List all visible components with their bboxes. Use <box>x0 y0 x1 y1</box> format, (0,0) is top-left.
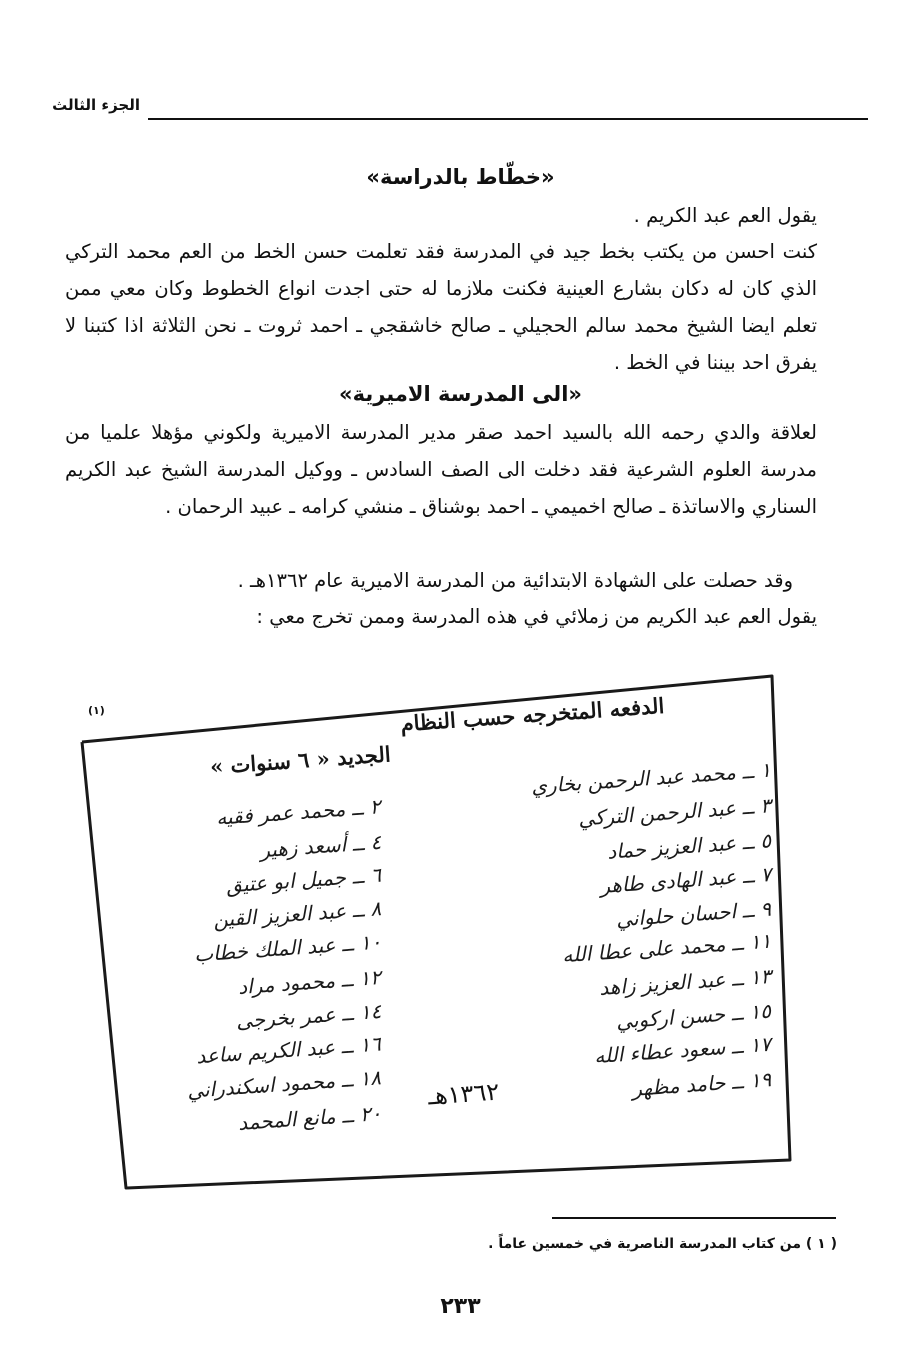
graduate-12: ١٢ ــ محمود مراد <box>237 965 382 999</box>
sheet-title-line2: الجديد « ٦ سنوات » <box>209 741 392 779</box>
graduate-15: ١٥ ــ حسن اركوبي <box>615 998 772 1034</box>
graduate-3: ٣ ــ عبد الرحمن التركي <box>577 793 772 831</box>
handwritten-date: ١٣٦٢هـ <box>427 1077 501 1111</box>
sheet-title-line1: الدفعه المتخرجه حسب النظام <box>399 692 666 737</box>
graduate-7: ٧ ــ عبد الهادى طاهر <box>598 862 772 898</box>
graduate-19: ١٩ ــ حامد مظهر <box>631 1067 772 1101</box>
graduate-10: ١٠ ــ عبد الملك خطاب <box>192 929 382 967</box>
footnote-rule <box>552 1217 836 1219</box>
running-header <box>52 96 868 126</box>
graduate-14: ١٤ ــ عمر بخرجى <box>234 998 382 1034</box>
graduate-1: ١ ــ محمد عبد الرحمن بخاري <box>530 757 772 799</box>
graduate-16: ١٦ ــ عبد الكريم ساعد <box>195 1031 382 1069</box>
graduate-18: ١٨ ــ محمود اسكندراني <box>186 1065 382 1103</box>
graduate-4: ٤ ــ أسعد زهير <box>259 829 382 863</box>
graduate-9: ٩ ــ احسان حلواني <box>615 896 772 932</box>
certificate-line: وقد حصلت على الشهادة الابتدائية من المدرسة الاميرية عام ١٣٦٢هـ . <box>237 569 793 592</box>
classmates-intro: يقول العم عبد الكريم من زملائي في هذه المدرسة وممن تخرج معي : <box>256 605 817 628</box>
graduate-6: ٦ ــ جميل ابو عتيق <box>225 862 382 898</box>
graduate-13: ١٣ ــ عبد العزيز زاهد <box>598 964 772 1000</box>
section1-intro: يقول العم عبد الكريم . <box>633 204 817 227</box>
header-rule <box>148 118 868 120</box>
section1-body: كنت احسن من يكتب بخط جيد في المدرسة فقد تعلمت حسن الخط من العم محمد التركي الذي كان له دكان بشارع العينية فكنت ملازما له حتى اجدت انواع الخطوط وكان معي ممن تعلم ايضا الشيخ محمد سالم الحجيلي ـ صالح خاشقجي ـ احمد ثروت ـ نحن الثلاثة اذا كتبنا لا يفرق احد بيننا في الخط . <box>65 240 817 374</box>
sheet-footnote-marker: (١) <box>88 704 105 717</box>
part-title: الجزء الثالث <box>52 96 140 114</box>
graduate-20: ٢٠ ــ مانع المحمد <box>236 1101 382 1135</box>
section-heading-school: «الى المدرسة الاميرية» <box>339 382 582 406</box>
page-number: ٢٣٣ <box>440 1294 481 1319</box>
graduate-2: ٢ ــ محمد عمر فقيه <box>215 794 382 830</box>
section-heading-calligrapher: «خطّاط بالدراسة» <box>366 165 555 189</box>
graduate-5: ٥ ــ عبد العزيز حماد <box>606 828 772 864</box>
section2-body: لعلاقة والدي رحمه الله بالسيد احمد صقر مدير المدرسة الاميرية ولكوني مؤهلا علميا من مدرسة العلوم الشرعية فقد دخلت الى الصف السادس ـ ووكيل المدرسة الشيخ عبد الكريم السناري والاساتذة ـ صالح اخميمي ـ احمد بوشناق ـ منشي كرامه ـ عبيد الرحمان . <box>65 421 817 518</box>
graduate-17: ١٧ ــ سعود عطاء الله <box>593 1031 772 1069</box>
footnote: ( ١ ) من كتاب المدرسة الناصرية في خمسين عاماً . <box>488 1236 837 1252</box>
graduate-8: ٨ ــ عبد العزيز القين <box>212 896 382 932</box>
graduate-11: ١١ ــ محمد على عطا الله <box>561 928 772 968</box>
